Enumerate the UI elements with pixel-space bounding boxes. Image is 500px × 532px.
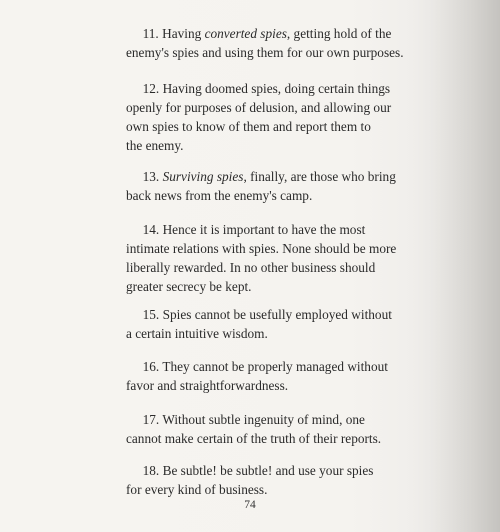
paragraph-14 (126, 220, 397, 296)
paragraph-line: openly for purposes of delusion, and allowing our (126, 100, 392, 115)
paragraph-line: the enemy. (126, 138, 184, 153)
page-gutter-shadow (410, 0, 500, 532)
paragraph-line: back news from the enemy's camp. (126, 188, 313, 203)
paragraph-line: greater secrecy be kept. (126, 279, 252, 294)
paragraph-line: 12. Having doomed spies, doing certain things (142, 81, 391, 96)
paragraph-line: 17. Without subtle ingenuity of mind, one (142, 412, 365, 427)
paragraph-17 (126, 410, 392, 448)
paragraph-number: 11. (142, 26, 159, 41)
paragraph-line: a certain intuitive wisdom. (126, 326, 268, 341)
paragraph-line: 14. Hence it is important to have the most (142, 222, 366, 237)
paragraph-line: intimate relations with spies. None should be more (126, 241, 397, 256)
paragraph-line: favor and straightforwardness. (126, 378, 289, 393)
page-number: 74 (244, 499, 256, 511)
paragraph-line: 15. Spies cannot be usefully employed without (142, 307, 392, 322)
paragraph-line: enemy's spies and using them for our own purposes. (126, 45, 404, 60)
paragraph-line: 16. They cannot be properly managed without (142, 359, 388, 374)
paragraph-18 (126, 461, 392, 499)
paragraph-11 (126, 24, 404, 62)
paragraph-line: for every kind of business. (126, 482, 268, 497)
paragraph-line: liberally rewarded. In no other business should (126, 260, 376, 275)
italic-term: converted spies (204, 26, 287, 41)
paragraph-number: 13. (142, 169, 160, 184)
paragraph-15 (126, 305, 392, 343)
paragraph-number: 12. (142, 81, 160, 96)
paragraph-number: 16. (142, 359, 160, 374)
paragraph-number: 15. (142, 307, 160, 322)
paragraph-number: 18. (142, 463, 160, 478)
paragraph-number: 17. (142, 412, 160, 427)
paragraph-line: 11. Having converted spies, getting hold of the (142, 26, 392, 41)
paragraph-16 (126, 357, 392, 395)
paragraph-number: 14. (142, 222, 160, 237)
paragraph-line: 18. Be subtle! be subtle! and use your spies (142, 463, 374, 478)
paragraph-line: cannot make certain of the truth of their reports. (126, 431, 382, 446)
paragraph-line: own spies to know of them and report them to (126, 119, 371, 134)
paragraph-13 (126, 167, 396, 205)
paragraph-line: 13. Surviving spies, finally, are those who bring (142, 169, 396, 184)
paragraph-12 (126, 79, 392, 155)
italic-term: Surviving spies (162, 169, 244, 184)
